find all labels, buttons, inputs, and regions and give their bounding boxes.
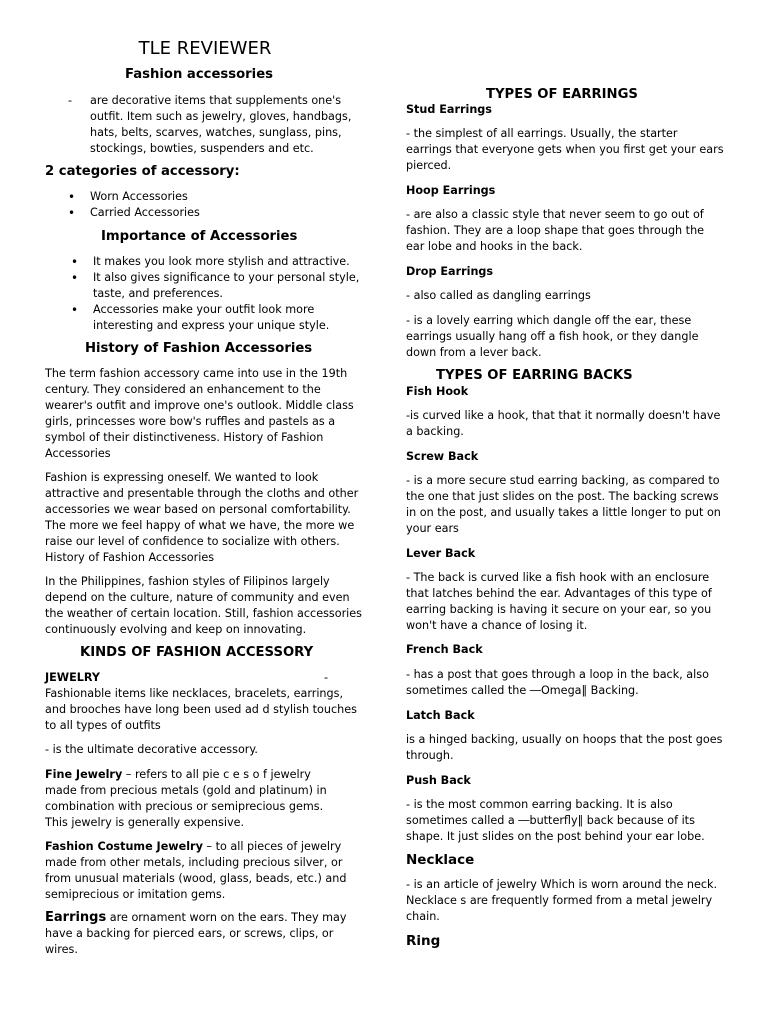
french-back-label: French Back [406, 643, 483, 656]
lever-back-label: Lever Back [406, 547, 476, 560]
kinds-heading: KINDS OF FASHION ACCESSORY [80, 645, 314, 660]
fashion-accessories-heading: Fashion accessories [125, 67, 273, 82]
jewelry-definition: Fashionable items like necklaces, bracelets, earrings, and brooches have long been used ad d stylish touches to all types of outfits [45, 687, 357, 732]
earrings-paragraph [45, 910, 355, 958]
page-title: TLE REVIEWER [138, 38, 272, 59]
costume-jewelry-paragraph [45, 839, 350, 903]
importance-item: • It also gives significance to your personal style, taste, and preferences. [93, 270, 365, 302]
jewelry-dash: - [324, 671, 329, 684]
drop-earrings-text-1: - also called as dangling earrings [406, 289, 591, 302]
importance-heading: Importance of Accessories [101, 229, 298, 244]
categories-list [90, 189, 365, 221]
jewelry-label: JEWELRY [45, 671, 101, 684]
types-of-earring-backs-heading: TYPES OF EARRING BACKS [436, 368, 633, 383]
fine-jewelry-paragraph [45, 767, 345, 831]
history-heading: History of Fashion Accessories [85, 341, 313, 356]
fashion-definition-list [90, 93, 365, 157]
history-paragraph-1: The term fashion accessory came into use in the 19th century. They considered an enhancement to the wearer's outfit and improve one's outlook. Middle class girls, princesses wore bow's ruffles and pastels as a symbol of their distinctiveness. History of Fashion Accessories [45, 367, 354, 460]
lever-back-text: - The back is curved like a fish hook with an enclosure that latches behind the ear. Advantages of this type of earring backing is having it secure on your ear, so you won't have a chance of losing it. [406, 571, 712, 632]
fine-jewelry-text: – refers to all pie c e s o f jewelry made from precious metals (gold and platinum) in combination with precious or semiprecious gems. This jewelry is generally expensive. [45, 768, 327, 829]
latch-back-text: is a hinged backing, usually on hoops that the post goes through. [406, 733, 723, 762]
costume-jewelry-label: Fashion Costume Jewelry [45, 840, 203, 853]
stud-earrings-text: - the simplest of all earrings. Usually, the starter earrings that everyone gets when you first get your ears pierced. [406, 127, 724, 172]
earrings-label: Earrings [45, 910, 107, 925]
jewelry-definition-2: - is the ultimate decorative accessory. [45, 743, 258, 756]
categories-heading: 2 categories of accessory: [45, 164, 240, 179]
drop-earrings-text-2: - is a lovely earring which dangle off the ear, these earrings usually hang off a fish hook, or they dangle down from a lever back. [406, 314, 699, 359]
costume-jewelry-text: – to all pieces of jewelry made from other metals, including precious silver, or from unusual materials (wood, glass, beads, etc.) and semiprecious or imitation gems. [45, 840, 347, 901]
french-back-text: - has a post that goes through a loop in the back, also sometimes called the ―Omega‖ Backing. [406, 668, 709, 697]
earrings-text: are ornament worn on the ears. They may have a backing for pierced ears, or screws, clips, or wires. [45, 911, 347, 956]
drop-earrings-label: Drop Earrings [406, 265, 494, 278]
fish-hook-label: Fish Hook [406, 385, 469, 398]
screw-back-text: - is a more secure stud earring backing, as compared to the one that just slides on the post. The backing screws in on the post, and usually takes a little longer to put on your ears [406, 474, 721, 535]
history-paragraph-3: In the Philippines, fashion styles of Filipinos largely depend on the culture, nature of community and even the weather of certain location. Still, fashion accessories continuously evolving and keep on innovating. [45, 575, 362, 636]
history-paragraph-2: Fashion is expressing oneself. We wanted to look attractive and presentable through the cloths and other accessories we wear based on personal comfortability. The more we feel happy of what we have, the more we raise our level of confidence to socialize with others. History of Fashion Accessories [45, 471, 359, 564]
fine-jewelry-label: Fine Jewelry [45, 768, 123, 781]
push-back-label: Push Back [406, 774, 471, 787]
importance-item: • It makes you look more stylish and attractive. [93, 254, 365, 270]
fashion-definition: - are decorative items that supplements one's outfit. Item such as jewelry, gloves, handbags, hats, belts, scarves, watches, sunglass, pins, stockings, bowties, suspenders and etc. [90, 93, 365, 157]
necklace-text: - is an article of jewelry Which is worn around the neck. Necklace s are frequently formed from a metal jewelry chain. [406, 878, 718, 923]
hoop-earrings-label: Hoop Earrings [406, 184, 496, 197]
fish-hook-text: -is curved like a hook, that that it normally doesn't have a backing. [406, 409, 721, 438]
category-item: • Worn Accessories [90, 189, 365, 205]
importance-list [93, 254, 365, 334]
necklace-label: Necklace [406, 852, 475, 868]
push-back-text: - is the most common earring backing. It is also sometimes called a ―butterfly‖ back because of its shape. It just slides on the post behind your ear lobe. [406, 798, 705, 843]
hoop-earrings-text: - are also a classic style that never seem to go out of fashion. They are a loop shape that goes through the ear lobe and hooks in the back. [406, 208, 705, 253]
screw-back-label: Screw Back [406, 450, 479, 463]
category-item: • Carried Accessories [90, 205, 365, 221]
stud-earrings-label: Stud Earrings [406, 103, 492, 116]
ring-label: Ring [406, 933, 441, 949]
types-of-earrings-heading: TYPES OF EARRINGS [486, 87, 638, 102]
importance-item: • Accessories make your outfit look more interesting and express your unique style. [93, 302, 365, 334]
latch-back-label: Latch Back [406, 709, 475, 722]
